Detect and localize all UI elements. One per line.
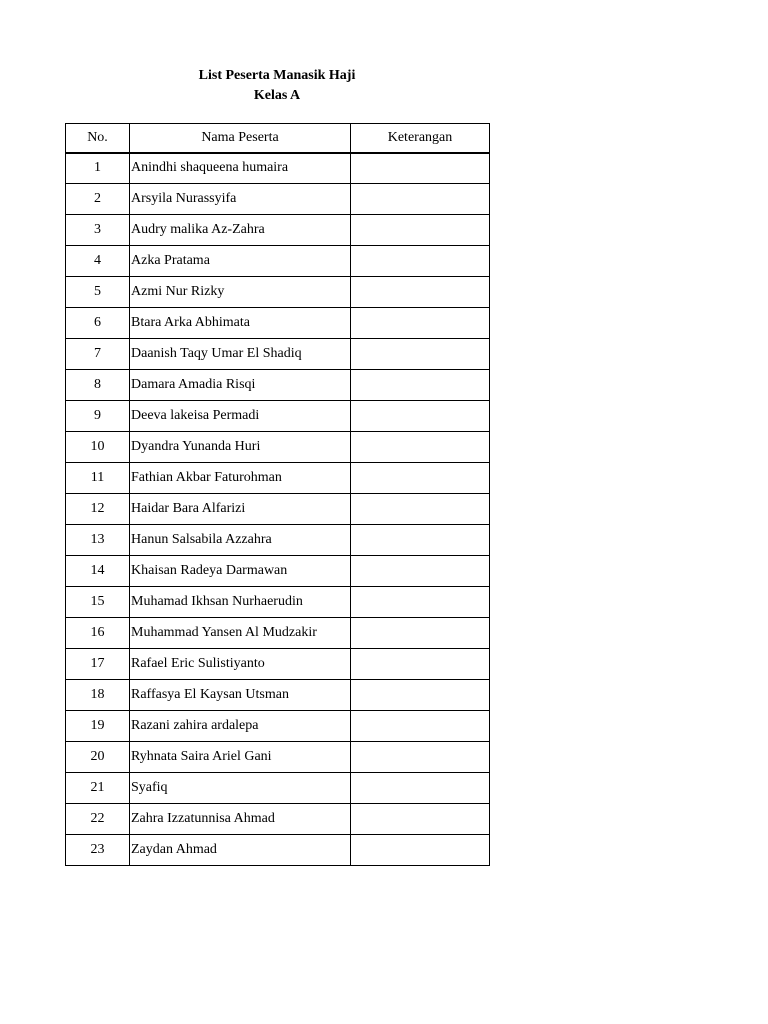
table-row	[66, 339, 490, 370]
row-number: 22	[66, 804, 130, 835]
row-number: 16	[66, 618, 130, 649]
table-row	[66, 401, 490, 432]
participant-name: Zaydan Ahmad	[130, 835, 351, 866]
table-body	[66, 153, 490, 866]
keterangan-cell	[351, 835, 490, 866]
table-row	[66, 556, 490, 587]
participant-name: Arsyila Nurassyifa	[130, 184, 351, 215]
table-row	[66, 618, 490, 649]
participant-name: Dyandra Yunanda Huri	[130, 432, 351, 463]
row-number: 17	[66, 649, 130, 680]
table-row	[66, 215, 490, 246]
keterangan-cell	[351, 525, 490, 556]
participant-name: Haidar Bara Alfarizi	[130, 494, 351, 525]
keterangan-cell	[351, 339, 490, 370]
table-row	[66, 711, 490, 742]
participant-name: Syafiq	[130, 773, 351, 804]
keterangan-cell	[351, 773, 490, 804]
participant-name: Damara Amadia Risqi	[130, 370, 351, 401]
keterangan-cell	[351, 153, 490, 184]
row-number: 14	[66, 556, 130, 587]
participant-name: Muhamad Ikhsan Nurhaerudin	[130, 587, 351, 618]
keterangan-cell	[351, 277, 490, 308]
keterangan-cell	[351, 711, 490, 742]
participant-name: Muhammad Yansen Al Mudzakir	[130, 618, 351, 649]
row-number: 9	[66, 401, 130, 432]
keterangan-cell	[351, 618, 490, 649]
participant-name: Daanish Taqy Umar El Shadiq	[130, 339, 351, 370]
keterangan-cell	[351, 680, 490, 711]
keterangan-cell	[351, 494, 490, 525]
row-number: 1	[66, 153, 130, 184]
row-number: 4	[66, 246, 130, 277]
row-number: 3	[66, 215, 130, 246]
table-row	[66, 246, 490, 277]
table-row	[66, 835, 490, 866]
row-number: 21	[66, 773, 130, 804]
participant-name: Khaisan Radeya Darmawan	[130, 556, 351, 587]
keterangan-cell	[351, 556, 490, 587]
table-row	[66, 773, 490, 804]
keterangan-cell	[351, 184, 490, 215]
table-row	[66, 649, 490, 680]
table-row	[66, 804, 490, 835]
participant-name: Raffasya El Kaysan Utsman	[130, 680, 351, 711]
participant-name: Azmi Nur Rizky	[130, 277, 351, 308]
participant-table	[65, 123, 490, 866]
keterangan-cell	[351, 401, 490, 432]
keterangan-cell	[351, 742, 490, 773]
table-row	[66, 494, 490, 525]
keterangan-cell	[351, 649, 490, 680]
table-row	[66, 277, 490, 308]
table-header-row	[66, 124, 490, 153]
table-row	[66, 525, 490, 556]
participant-name: Audry malika Az-Zahra	[130, 215, 351, 246]
participant-name: Rafael Eric Sulistiyanto	[130, 649, 351, 680]
participant-name: Hanun Salsabila Azzahra	[130, 525, 351, 556]
row-number: 5	[66, 277, 130, 308]
participant-name: Btara Arka Abhimata	[130, 308, 351, 339]
table-row	[66, 680, 490, 711]
row-number: 7	[66, 339, 130, 370]
participant-name: Azka Pratama	[130, 246, 351, 277]
keterangan-cell	[351, 370, 490, 401]
keterangan-cell	[351, 587, 490, 618]
row-number: 10	[66, 432, 130, 463]
row-number: 19	[66, 711, 130, 742]
table-row	[66, 370, 490, 401]
participant-name: Fathian Akbar Faturohman	[130, 463, 351, 494]
row-number: 13	[66, 525, 130, 556]
participant-name: Anindhi shaqueena humaira	[130, 153, 351, 184]
participant-name: Zahra Izzatunnisa Ahmad	[130, 804, 351, 835]
header-keterangan: Keterangan	[351, 124, 490, 153]
table-row	[66, 463, 490, 494]
row-number: 20	[66, 742, 130, 773]
participant-name: Deeva lakeisa Permadi	[130, 401, 351, 432]
row-number: 6	[66, 308, 130, 339]
row-number: 2	[66, 184, 130, 215]
document-subtitle: Kelas A	[253, 88, 301, 103]
keterangan-cell	[351, 308, 490, 339]
participant-name: Ryhnata Saira Ariel Gani	[130, 742, 351, 773]
keterangan-cell	[351, 432, 490, 463]
row-number: 18	[66, 680, 130, 711]
row-number: 15	[66, 587, 130, 618]
table-row	[66, 742, 490, 773]
table-row	[66, 308, 490, 339]
table-row	[66, 153, 490, 184]
participant-name: Razani zahira ardalepa	[130, 711, 351, 742]
header-name: Nama Peserta	[130, 124, 351, 153]
table-row	[66, 587, 490, 618]
document-title: List Peserta Manasik Haji	[198, 68, 356, 83]
table-row	[66, 184, 490, 215]
keterangan-cell	[351, 804, 490, 835]
row-number: 11	[66, 463, 130, 494]
header-no: No.	[66, 124, 130, 153]
keterangan-cell	[351, 463, 490, 494]
keterangan-cell	[351, 246, 490, 277]
row-number: 8	[66, 370, 130, 401]
table-row	[66, 432, 490, 463]
row-number: 23	[66, 835, 130, 866]
keterangan-cell	[351, 215, 490, 246]
row-number: 12	[66, 494, 130, 525]
